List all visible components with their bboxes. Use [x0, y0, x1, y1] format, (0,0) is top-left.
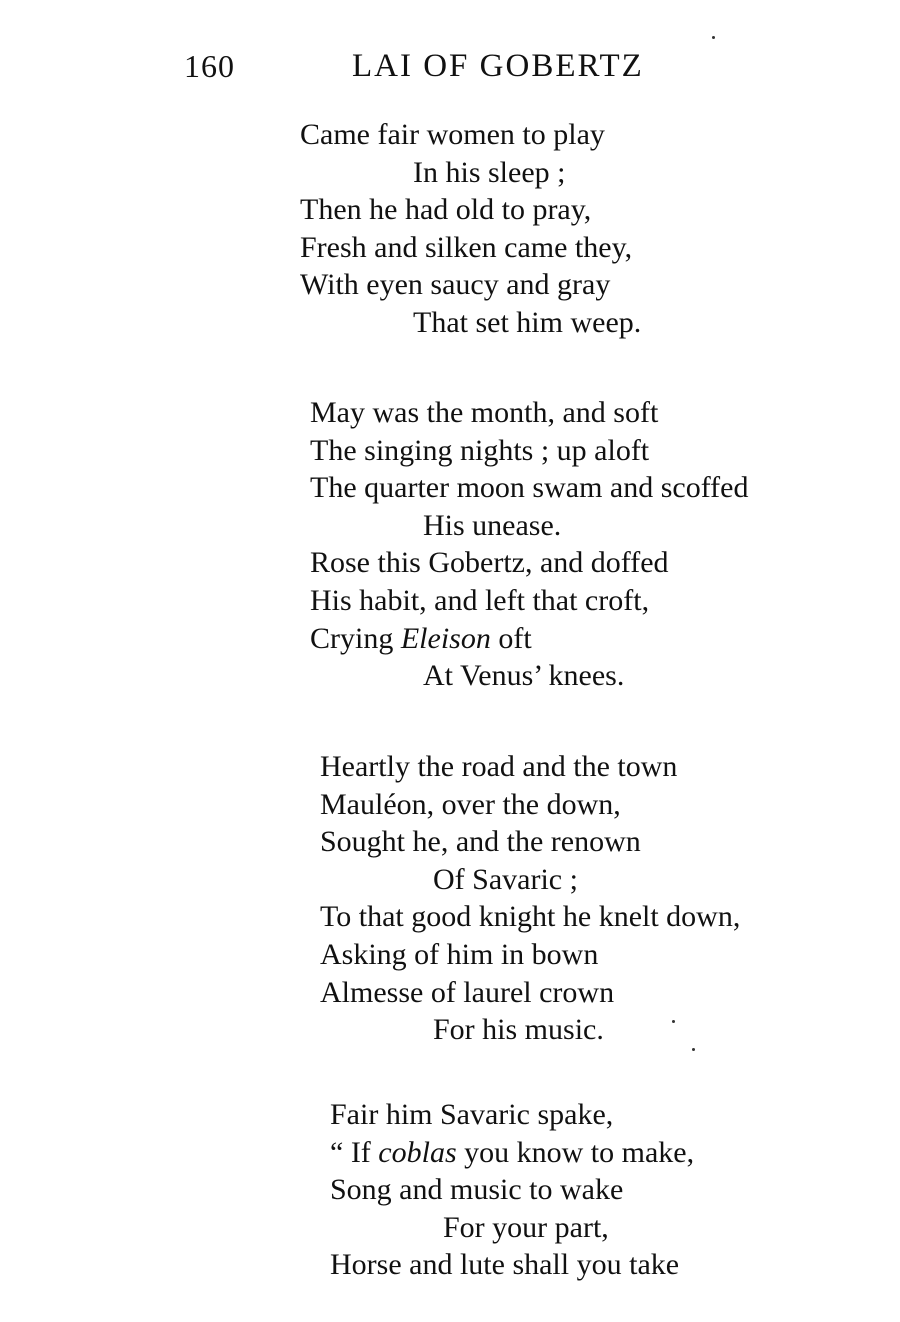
- line-text-before: Crying: [310, 621, 401, 655]
- line-text-before: “ If: [330, 1135, 379, 1169]
- poem-line: Horse and lute shall you take: [330, 1248, 680, 1282]
- poem-line: Asking of him in bown: [320, 937, 599, 971]
- poem-line: [330, 1134, 900, 1172]
- page-number: 160: [184, 48, 235, 84]
- poem-line: Fresh and silken came they,: [300, 230, 633, 264]
- line-text-after: you know to make,: [456, 1135, 695, 1169]
- poem-line: His unease.: [423, 508, 562, 542]
- poem-line: May was the month, and soft: [310, 396, 659, 429]
- italic-word: Eleison: [400, 621, 491, 655]
- poem-line: [310, 620, 900, 658]
- stanza-1: [300, 116, 900, 342]
- stanza-3: [320, 748, 900, 1049]
- line-text-after: oft: [490, 621, 532, 655]
- poem-line: The singing nights ; up aloft: [310, 433, 650, 467]
- stanza-4: [330, 1096, 900, 1284]
- poem-line: For your part,: [443, 1210, 609, 1244]
- poem-line: With eyen saucy and gray: [300, 268, 611, 302]
- print-speck: [692, 1048, 695, 1051]
- running-head: [184, 48, 704, 88]
- poem-line: Sought he, and the renown: [320, 825, 641, 859]
- poem-line: Almesse of laurel crown: [320, 975, 615, 1009]
- print-speck: [672, 1020, 675, 1023]
- header-title: LAI OF GOBERTZ: [352, 48, 644, 84]
- italic-word: coblas: [378, 1135, 457, 1169]
- poem-line: At Venus’ knees.: [423, 659, 625, 693]
- poem-line: Came fair women to play: [300, 118, 605, 151]
- poem-line: Rose this Gobertz, and doffed: [310, 546, 669, 580]
- poem-line: In his sleep ;: [413, 155, 566, 189]
- poem-line: To that good knight he knelt down,: [320, 900, 741, 934]
- poem-line: His habit, and left that croft,: [310, 583, 650, 617]
- poem-line: The quarter moon swam and scoffed: [310, 471, 749, 505]
- poem-line: Of Savaric ;: [433, 862, 578, 896]
- poem-line: That set him weep.: [413, 305, 642, 339]
- print-speck: [712, 36, 715, 39]
- poem-line: Then he had old to pray,: [300, 193, 592, 227]
- poem-line: Heartly the road and the town: [320, 750, 678, 783]
- stanza-2: [310, 394, 900, 695]
- poem-line: For his music.: [433, 1013, 604, 1047]
- poem-line: Fair him Savaric spake,: [330, 1098, 614, 1131]
- poem-line: Mauléon, over the down,: [320, 787, 621, 821]
- poem-line: Song and music to wake: [330, 1173, 624, 1207]
